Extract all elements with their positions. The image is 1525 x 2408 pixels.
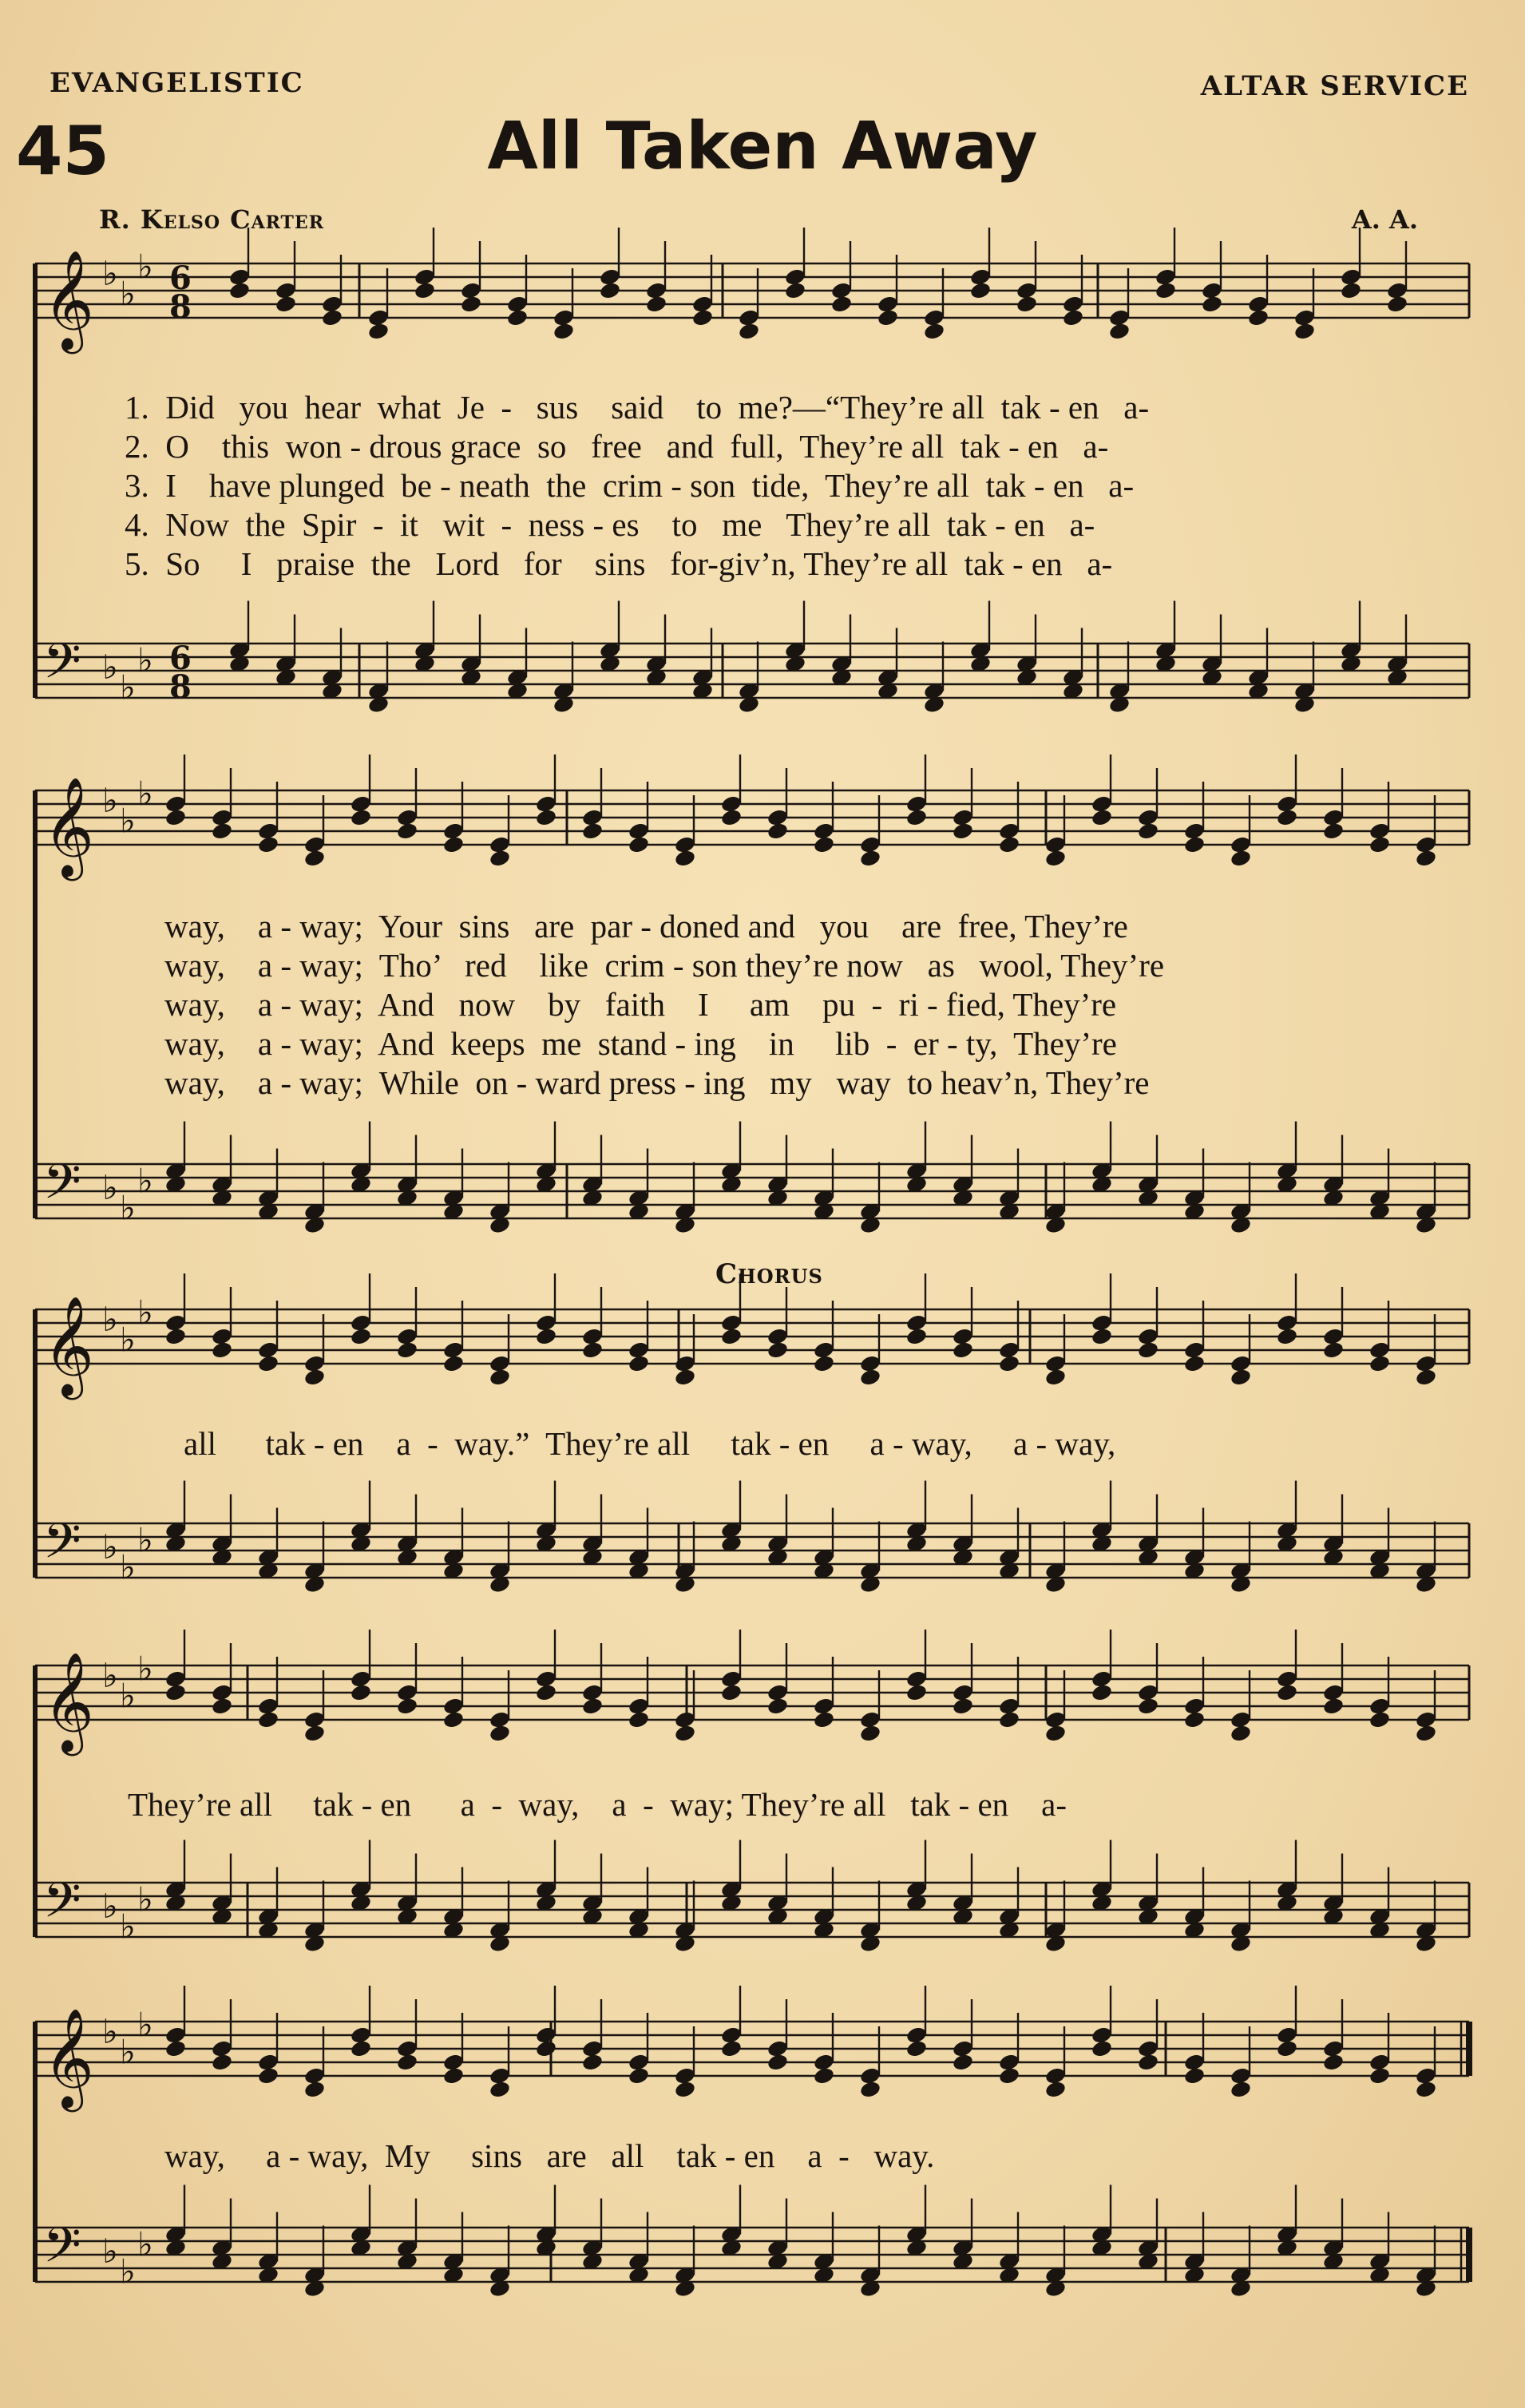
note-head bbox=[460, 295, 482, 314]
note-head bbox=[581, 822, 604, 841]
note-head bbox=[1415, 849, 1437, 868]
note-head bbox=[303, 1724, 326, 1743]
flat-sign: ♭ bbox=[120, 274, 136, 314]
note-head bbox=[581, 2053, 604, 2072]
note-head bbox=[350, 1683, 372, 1702]
note-head bbox=[257, 1354, 279, 1373]
note-head bbox=[1369, 2066, 1391, 2085]
note-head bbox=[535, 2039, 557, 2058]
note-head bbox=[1183, 2066, 1206, 2085]
note-head bbox=[1044, 1724, 1067, 1743]
note-head bbox=[275, 295, 297, 314]
note-head bbox=[952, 1697, 974, 1716]
note-head bbox=[1091, 1327, 1113, 1346]
note-head bbox=[859, 849, 881, 868]
note-head bbox=[1415, 1724, 1437, 1743]
note-head bbox=[599, 281, 621, 300]
note-head bbox=[952, 2053, 974, 2072]
note-head bbox=[905, 2039, 928, 2058]
note-head bbox=[923, 322, 945, 341]
bass-clef: 𝄢 bbox=[43, 1513, 81, 1582]
note-head bbox=[813, 1354, 835, 1373]
note-head bbox=[1091, 1683, 1113, 1702]
flat-sign: ♭ bbox=[137, 1293, 153, 1333]
note-head bbox=[813, 835, 835, 854]
note-head bbox=[257, 835, 279, 854]
flat-sign: ♭ bbox=[137, 2224, 153, 2264]
note-head bbox=[998, 1710, 1020, 1729]
category-left: EVANGELISTIC bbox=[50, 67, 304, 99]
note-head bbox=[535, 1327, 557, 1346]
note-head bbox=[674, 2080, 696, 2099]
note-head bbox=[1183, 1710, 1206, 1729]
flat-sign: ♭ bbox=[120, 801, 136, 841]
note-head bbox=[766, 2053, 789, 2072]
note-head bbox=[442, 1354, 465, 1373]
note-head bbox=[1183, 835, 1206, 854]
flat-sign: ♭ bbox=[137, 1649, 153, 1689]
note-head bbox=[303, 1368, 326, 1387]
note-head bbox=[1322, 1697, 1345, 1716]
note-head bbox=[784, 281, 806, 300]
note-head bbox=[535, 1683, 557, 1702]
note-head bbox=[1091, 2039, 1113, 2058]
flat-sign: ♭ bbox=[120, 1907, 136, 1947]
note-head bbox=[1386, 295, 1408, 314]
note-head bbox=[1183, 1354, 1206, 1373]
note-head bbox=[1044, 2080, 1067, 2099]
note-head bbox=[1044, 849, 1067, 868]
note-head bbox=[211, 1697, 233, 1716]
note-head bbox=[720, 1683, 743, 1702]
bass-clef: 𝄢 bbox=[43, 633, 81, 702]
flat-sign: ♭ bbox=[120, 1320, 136, 1360]
flat-sign: ♭ bbox=[102, 2232, 118, 2271]
note-head bbox=[645, 295, 667, 314]
note-head bbox=[738, 322, 760, 341]
time-signature-top: 6 bbox=[169, 259, 192, 297]
note-head bbox=[1369, 835, 1391, 854]
note-head bbox=[321, 308, 343, 327]
note-head bbox=[257, 1710, 279, 1729]
note-head bbox=[1044, 1368, 1067, 1387]
note-head bbox=[1276, 808, 1298, 827]
flat-sign: ♭ bbox=[137, 2005, 153, 2045]
note-head bbox=[674, 1368, 696, 1387]
note-head bbox=[535, 808, 557, 827]
lyric-line-2: 2. O this won - drous grace so free and full, They’re all tak - en a- bbox=[125, 428, 1109, 465]
note-head bbox=[489, 849, 511, 868]
treble-clef: 𝄞 bbox=[43, 250, 94, 350]
note-head bbox=[628, 835, 650, 854]
note-head bbox=[506, 308, 529, 327]
note-head bbox=[766, 1697, 789, 1716]
treble-clef: 𝄞 bbox=[43, 1296, 94, 1396]
lyric-line-2: way, a - way; Tho’ red like crim - son they’re now as wool, They’re bbox=[164, 947, 1165, 984]
note-head bbox=[396, 2053, 418, 2072]
note-head bbox=[1415, 2080, 1437, 2099]
note-head bbox=[1137, 1697, 1159, 1716]
note-head bbox=[766, 1341, 789, 1360]
note-head bbox=[830, 295, 853, 314]
note-head bbox=[628, 1710, 650, 1729]
time-signature-top: 6 bbox=[169, 640, 192, 677]
note-head bbox=[720, 808, 743, 827]
flat-sign: ♭ bbox=[102, 648, 118, 687]
note-head bbox=[257, 2066, 279, 2085]
note-head bbox=[164, 1683, 187, 1702]
note-head bbox=[952, 822, 974, 841]
flat-sign: ♭ bbox=[137, 640, 153, 680]
note-head bbox=[350, 1327, 372, 1346]
category-right: ALTAR SERVICE bbox=[1200, 70, 1469, 102]
flat-sign: ♭ bbox=[137, 1161, 153, 1201]
flat-sign: ♭ bbox=[120, 1547, 136, 1587]
note-head bbox=[905, 808, 928, 827]
note-head bbox=[489, 1368, 511, 1387]
note-head bbox=[489, 1724, 511, 1743]
note-head bbox=[442, 1710, 465, 1729]
flat-sign: ♭ bbox=[137, 1879, 153, 1919]
note-head bbox=[905, 1327, 928, 1346]
note-head bbox=[1415, 1368, 1437, 1387]
note-head bbox=[1276, 1683, 1298, 1702]
flat-sign: ♭ bbox=[120, 2252, 136, 2291]
flat-sign: ♭ bbox=[102, 1887, 118, 1926]
note-head bbox=[442, 2066, 465, 2085]
note-head bbox=[442, 835, 465, 854]
note-head bbox=[228, 281, 251, 300]
note-head bbox=[164, 2039, 187, 2058]
note-head bbox=[489, 2080, 511, 2099]
treble-clef: 𝄞 bbox=[43, 1652, 94, 1752]
flat-sign: ♭ bbox=[102, 1300, 118, 1339]
note-head bbox=[813, 2066, 835, 2085]
note-head bbox=[581, 1697, 604, 1716]
note-head bbox=[877, 308, 899, 327]
chorus-label: Chorus bbox=[715, 1258, 823, 1290]
note-head bbox=[1322, 1341, 1345, 1360]
flat-sign: ♭ bbox=[137, 1520, 153, 1560]
flat-sign: ♭ bbox=[102, 781, 118, 820]
note-head bbox=[350, 808, 372, 827]
note-head bbox=[952, 1341, 974, 1360]
treble-clef: 𝄞 bbox=[43, 2008, 94, 2108]
lyric-line-5: way, a - way; While on - ward press - ing my way to heav’n, They’re bbox=[164, 1064, 1150, 1101]
note-head bbox=[303, 849, 326, 868]
note-head bbox=[553, 322, 575, 341]
time-signature-bottom: 8 bbox=[169, 668, 192, 706]
note-head bbox=[1137, 822, 1159, 841]
lyric-line-chorus-3: way, a - way, My sins are all tak - en a - way. bbox=[164, 2137, 935, 2174]
note-head bbox=[628, 2066, 650, 2085]
flat-sign: ♭ bbox=[137, 774, 153, 814]
final-barline-thick bbox=[1466, 2228, 1472, 2282]
flat-sign: ♭ bbox=[120, 1188, 136, 1228]
note-head bbox=[1137, 2053, 1159, 2072]
hymn-title: All Taken Away bbox=[487, 109, 1038, 184]
note-head bbox=[1276, 2039, 1298, 2058]
note-head bbox=[1276, 1327, 1298, 1346]
note-head bbox=[211, 1341, 233, 1360]
lyric-line-1: 1. Did you hear what Je - sus said to me?—“They’re all tak - en a- bbox=[125, 389, 1150, 426]
note-head bbox=[720, 1327, 743, 1346]
note-head bbox=[998, 1354, 1020, 1373]
note-head bbox=[350, 2039, 372, 2058]
composer-credit: R. Kelso Carter bbox=[99, 204, 324, 235]
note-head bbox=[1108, 322, 1131, 341]
note-head bbox=[905, 1683, 928, 1702]
treble-clef: 𝄞 bbox=[43, 777, 94, 877]
lyric-line-4: way, a - way; And keeps me stand - ing in lib - er - ty, They’re bbox=[164, 1025, 1117, 1062]
note-head bbox=[1230, 1724, 1252, 1743]
note-head bbox=[1230, 2080, 1252, 2099]
lyric-line-5: 5. So I praise the Lord for sins for-giv’n, They’re all tak - en a- bbox=[125, 545, 1113, 582]
flat-sign: ♭ bbox=[102, 1168, 118, 1207]
note-head bbox=[367, 322, 390, 341]
note-head bbox=[1155, 281, 1177, 300]
note-head bbox=[1230, 1368, 1252, 1387]
note-head bbox=[581, 1341, 604, 1360]
lyric-line-3: way, a - way; And now by faith I am pu - ri - fied, They’re bbox=[164, 986, 1117, 1023]
bass-clef: 𝄢 bbox=[43, 2217, 81, 2286]
note-head bbox=[998, 835, 1020, 854]
flat-sign: ♭ bbox=[120, 667, 136, 707]
note-head bbox=[164, 1327, 187, 1346]
note-head bbox=[1322, 822, 1345, 841]
note-head bbox=[1137, 1341, 1159, 1360]
flat-sign: ♭ bbox=[102, 2012, 118, 2051]
note-head bbox=[303, 2080, 326, 2099]
note-head bbox=[998, 2066, 1020, 2085]
note-head bbox=[1293, 322, 1316, 341]
note-head bbox=[813, 1710, 835, 1729]
note-head bbox=[969, 281, 992, 300]
note-head bbox=[674, 1724, 696, 1743]
flat-sign: ♭ bbox=[120, 1676, 136, 1716]
note-head bbox=[1369, 1354, 1391, 1373]
note-head bbox=[1247, 308, 1270, 327]
lyric-line-chorus-1: all tak - en a - way.” They’re all tak - en a - way, a - way, bbox=[184, 1425, 1116, 1462]
note-head bbox=[396, 1341, 418, 1360]
note-head bbox=[414, 281, 436, 300]
note-head bbox=[1369, 1710, 1391, 1729]
note-head bbox=[1016, 295, 1038, 314]
bass-clef: 𝄢 bbox=[43, 1154, 81, 1222]
note-head bbox=[859, 1724, 881, 1743]
note-head bbox=[628, 1354, 650, 1373]
note-head bbox=[164, 808, 187, 827]
bass-clef: 𝄢 bbox=[43, 1872, 81, 1941]
note-head bbox=[674, 849, 696, 868]
hymn-number: 45 bbox=[16, 112, 109, 190]
note-head bbox=[766, 822, 789, 841]
lyric-line-4: 4. Now the Spir - it wit - ness - es to me They’re all tak - en a- bbox=[125, 506, 1095, 543]
note-head bbox=[1322, 2053, 1345, 2072]
note-head bbox=[1201, 295, 1223, 314]
flat-sign: ♭ bbox=[102, 1656, 118, 1695]
note-head bbox=[1062, 308, 1084, 327]
note-head bbox=[859, 1368, 881, 1387]
note-head bbox=[859, 2080, 881, 2099]
note-head bbox=[211, 822, 233, 841]
time-signature-bottom: 8 bbox=[169, 288, 192, 326]
flat-sign: ♭ bbox=[102, 254, 118, 293]
note-head bbox=[1230, 849, 1252, 868]
flat-sign: ♭ bbox=[120, 2032, 136, 2072]
note-head bbox=[691, 308, 714, 327]
final-barline-thick bbox=[1466, 2022, 1472, 2076]
note-head bbox=[396, 822, 418, 841]
arranger-credit: A. A. bbox=[1351, 204, 1418, 235]
lyric-line-chorus-2: They’re all tak - en a - way, a - way; They’re all tak - en a- bbox=[128, 1786, 1067, 1823]
note-head bbox=[1091, 808, 1113, 827]
note-head bbox=[720, 2039, 743, 2058]
note-head bbox=[211, 2053, 233, 2072]
note-head bbox=[1340, 281, 1362, 300]
lyric-line-1: way, a - way; Your sins are par - doned and you are free, They’re bbox=[164, 908, 1128, 945]
note-head bbox=[396, 1697, 418, 1716]
lyric-line-3: 3. I have plunged be - neath the crim - son tide, They’re all tak - en a- bbox=[125, 467, 1135, 504]
flat-sign: ♭ bbox=[137, 247, 153, 287]
flat-sign: ♭ bbox=[102, 1527, 118, 1566]
